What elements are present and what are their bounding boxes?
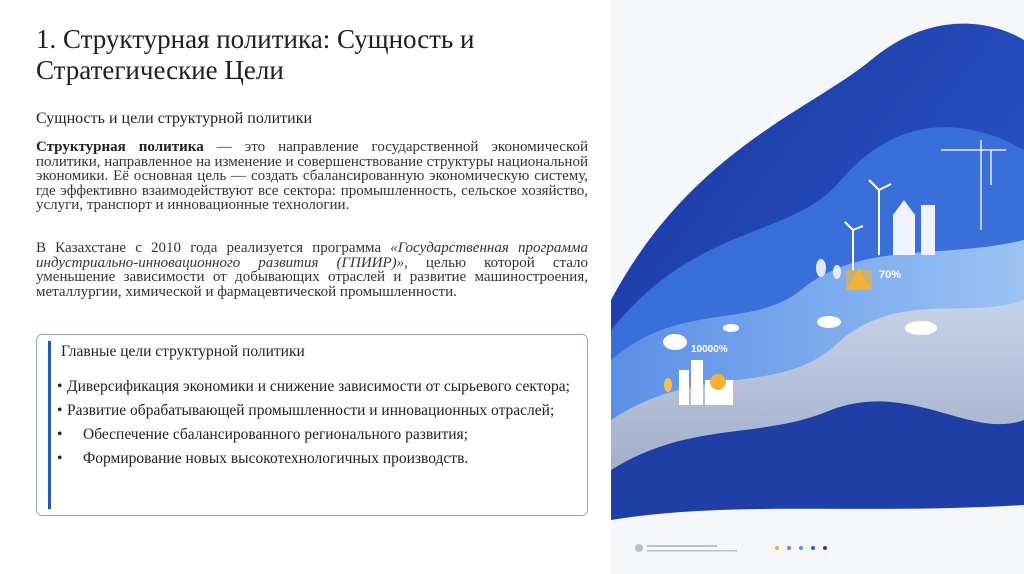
goal-item: • Диверсификация экономики и снижение зависимости от сырьевого сектора; (57, 378, 570, 395)
bullet-icon: • (57, 402, 63, 419)
section-subtitle: Сущность и цели структурной политики (36, 110, 313, 127)
label-count: 10000% (691, 344, 728, 355)
goal-item: • Обеспечение сбалансированного регионального развития; (57, 426, 468, 443)
goals-list (57, 379, 587, 475)
goal-item: • Развитие обрабатывающей промышленности и инновационных отраслей; (57, 402, 555, 419)
kz-text-before: В Казахстане с 2010 года реализуется программа (36, 240, 391, 256)
definition-paragraph (36, 140, 588, 213)
illustration-panel (611, 0, 1024, 574)
goals-accent-bar (48, 341, 51, 509)
bullet-icon: • (57, 426, 63, 443)
slide-title: 1. Структурная политика: Сущность и Стратегические Цели (36, 24, 475, 85)
goals-title: Главные цели структурной политики (61, 343, 305, 360)
wave-illustration (611, 0, 1024, 574)
bullet-icon: • (57, 378, 63, 395)
dome-icon (710, 374, 726, 390)
label-percent: 70% (879, 269, 902, 281)
bullet-icon: • (57, 450, 63, 467)
kazakhstan-paragraph (36, 241, 588, 299)
goal-item: • Формирование новых высокотехнологичных производств. (57, 450, 469, 467)
program-name: «Государственная программа индустриально-инновационного развития (ГПИИР)» (36, 240, 588, 271)
kz-text-after: , целью которой стало уменьшение зависимости от добывающих отраслей и развитие машиностроения, металлургии, химической и фармацевтической промышленности. (36, 254, 588, 300)
definition-text: — это направление государственной экономической политики, направленное на изменение и совершенствование структуры национальной экономики. Её основная цель — создать сбалансированную экономическую систему, где эффективно взаимодействуют все сектора: промышленность, сельское хозяйство, услуги, транспорт и инновационные технологии. (36, 139, 588, 214)
wave-white-base (611, 505, 1024, 574)
definition-term: Структурная политика (36, 139, 204, 155)
goals-box (36, 334, 588, 516)
